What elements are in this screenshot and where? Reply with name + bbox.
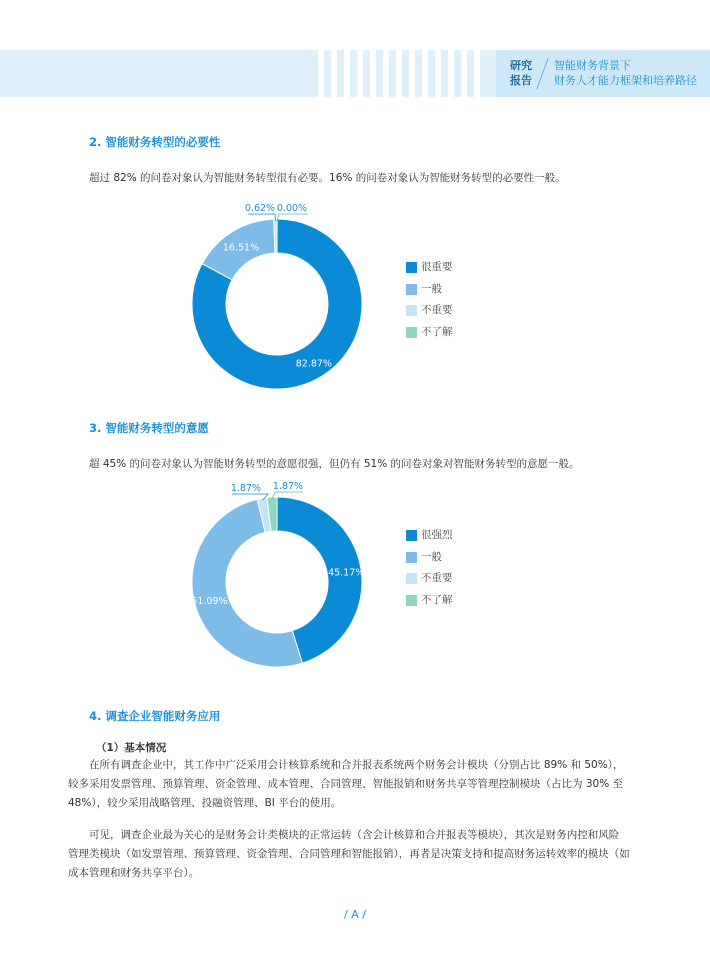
section-3-heading: 3. 智能财务转型的意愿 <box>89 421 209 435</box>
slice-value-label-1: 51.09% <box>191 596 228 608</box>
report-title-line-2: 财务人才能力框架和培养路径 <box>554 74 697 87</box>
legend-label: 不重要 <box>421 304 453 316</box>
paragraph-line: 在所有调查企业中，其工作中广泛采用会计核算系统和合并报表系统两个财务会计模块（分别占比 89% 和 50%）， <box>89 759 624 771</box>
legend-label: 不了解 <box>421 325 453 338</box>
slice-value-label-3: 1.87% <box>272 481 304 492</box>
paragraph-line: 管理类模块（如发票管理、预算管理、资金管理、合同管理和智能报销），再者是决策支持和提高财务运转效率的模块（如 <box>68 848 630 860</box>
legend-swatch <box>406 262 417 273</box>
legend-swatch <box>406 595 417 606</box>
section-4-heading: 4. 调查企业智能财务应用 <box>89 709 221 723</box>
report-kind-label <box>510 58 536 88</box>
page-number: / A / <box>344 908 366 921</box>
legend-swatch <box>406 552 417 563</box>
legend-swatch <box>406 530 417 541</box>
legend-swatch <box>406 305 417 316</box>
paragraph-line: 较多采用发票管理、预算管理、资金管理、成本管理、合同管理、智能报销和财务共享等管理控制模块（占比为 30% 至 <box>68 778 624 790</box>
report-title <box>554 58 710 88</box>
legend-swatch <box>406 284 417 295</box>
header-title-box <box>496 50 710 97</box>
conclusion-paragraph <box>68 826 628 883</box>
report-title-line-1: 智能财务背景下 <box>554 59 631 72</box>
section-2-text: 超过 82% 的问卷对象认为智能财务转型很有必要。16% 的问卷对象认为智能财务转型的必要性一般。 <box>89 172 566 184</box>
slice-value-label-1: 16.51% <box>222 242 260 254</box>
report-kind-line-2: 报告 <box>510 74 532 87</box>
header-divider <box>536 58 548 89</box>
legend-swatch <box>406 573 417 584</box>
slice-value-label-2: 0.62% <box>244 203 276 214</box>
header-band <box>0 50 710 97</box>
necessity-donut-svg <box>150 200 490 395</box>
paragraph-line: 成本管理和财务共享平台）。 <box>68 867 200 879</box>
slice-value-label-2: 1.87% <box>230 483 262 494</box>
legend-swatch <box>406 327 417 338</box>
section-4-subheading: （1）基本情况 <box>96 742 167 754</box>
slice-value-label-0: 82.87% <box>295 358 332 370</box>
basic-situation-paragraph <box>68 756 628 813</box>
section-3-text: 超 45% 的问卷对象认为智能财务转型的意愿很强，但仍有 51% 的问卷对象对智能财务转型的意愿一般。 <box>89 458 580 470</box>
section-2-heading: 2. 智能财务转型的必要性 <box>89 135 221 149</box>
willingness-donut-chart <box>150 478 490 673</box>
slice-value-label-3: 0.00% <box>276 203 308 214</box>
slice-value-label-0: 45.17% <box>328 567 365 579</box>
legend-label: 一般 <box>421 550 442 563</box>
legend-label: 一般 <box>421 282 442 295</box>
legend-label: 不重要 <box>421 572 453 584</box>
paragraph-line: 48%），较少采用战略管理、投融资管理、BI 平台的使用。 <box>68 797 342 809</box>
necessity-donut-chart <box>150 200 490 395</box>
legend-label: 很强烈 <box>421 529 453 541</box>
legend-label: 不了解 <box>421 593 453 606</box>
legend-label: 很重要 <box>421 261 453 273</box>
paragraph-line: 可见，调查企业最为关心的是财务会计类模块的正常运转（含会计核算和合并报表等模块），其次是财务内控和风险 <box>89 829 620 841</box>
report-kind-line-1: 研究 <box>510 59 532 72</box>
